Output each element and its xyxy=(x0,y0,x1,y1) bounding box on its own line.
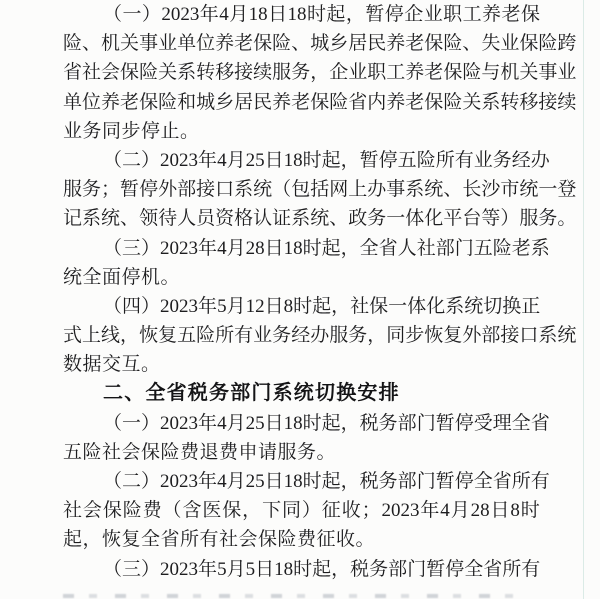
text-line: 式 上 线 ， 恢 复 五 险 所 有 业 务 经 办 服 务 ， 同 步 恢 复 外 部 接 口 系 统 xyxy=(63,325,577,347)
text-line: （ 三 ） 2023 年 4 月 28 日 18 时 起 ， 全 省 人 社 部 门 五 险 老 系 xyxy=(103,237,550,259)
text-line: （ 三 ） 2023 年 5 月 5 日 18 时 起 ， 税 务 部 门 暂 停 全 省 所 有 xyxy=(103,558,541,580)
text-line: 起，恢复全省所有社会保险费征收。 xyxy=(63,529,376,551)
text-line: 省 社 会 保 险 关 系 转 移 接 续 服 务 ， 企 业 职 工 养 老 保 险 与 机 关 事 业 xyxy=(63,62,577,84)
page-edge-line xyxy=(583,0,584,599)
document-body xyxy=(63,0,577,584)
text-line: 险 、 机 关 事 业 单 位 养 老 保 险 、 城 乡 居 民 养 老 保 险 、 失 业 保 险 跨 xyxy=(63,33,577,55)
section-heading: 二、全省税务部门系统切换安排 xyxy=(103,382,400,405)
text-line: 记 系 统 、 领 待 人 员 资 格 认 证 系 统 、 政 务 一 体 化 平 台 等 ） 服 务 。 xyxy=(63,208,577,230)
text-line: 业务同步停止。 xyxy=(63,120,200,142)
text-line: 服 务 ； 暂 停 外 部 接 口 系 统 （ 包 括 网 上 办 事 系 统 、 长 沙 市 统 一 登 xyxy=(63,179,577,201)
text-line: 数据交互。 xyxy=(63,354,161,376)
text-line: 五险社会保险费退费申请服务。 xyxy=(63,441,337,463)
text-line: （ 一 ） 2023 年 4 月 18 日 18 时 起 ， 暂 停 企 业 职 工 养 老 保 xyxy=(103,4,540,25)
text-line: （ 二 ） 2023 年 4 月 25 日 18 时 起 ， 税 务 部 门 暂 停 全 省 所 有 xyxy=(103,471,550,492)
clipped-text-line xyxy=(63,594,523,598)
text-line: （ 四 ） 2023 年 5 月 12 日 8 时 起 ， 社 保 一 体 化 系 统 切 换 正 xyxy=(103,295,541,317)
text-line: （ 一 ） 2023 年 4 月 25 日 18 时 起 ， 税 务 部 门 暂 停 受 理 全 省 xyxy=(103,412,550,434)
text-line: 统全面停机。 xyxy=(63,266,181,288)
text-line: 社 会 保 险 费 （ 含 医 保 ， 下 同 ） 征 收 ； 2023 年 4 月 28 日 8 时 xyxy=(63,500,540,522)
text-line: （ 二 ） 2023 年 4 月 25 日 18 时 起 ， 暂 停 五 险 所 有 业 务 经 办 xyxy=(103,149,550,171)
text-line: 单 位 养 老 保 险 和 城 乡 居 民 养 老 保 险 省 内 养 老 保 险 关 系 转 移 接 续 xyxy=(63,91,577,113)
